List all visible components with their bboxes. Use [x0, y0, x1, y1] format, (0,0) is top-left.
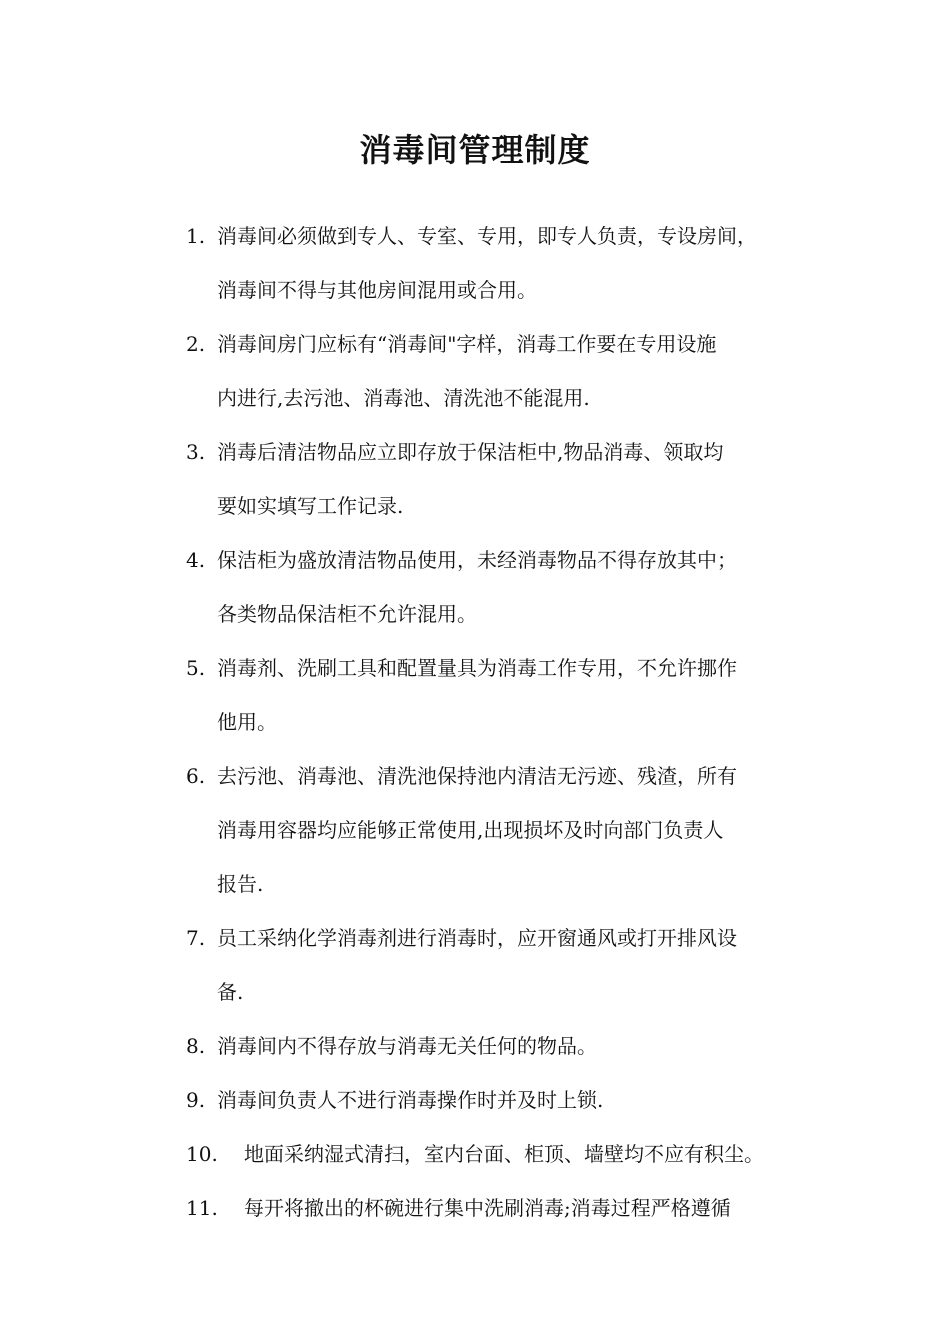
- rule-text-line: 他用。: [217, 710, 277, 734]
- rule-text-line: 消毒用容器均应能够正常使用,出现损坏及时向部门负责人: [217, 818, 724, 842]
- rule-item: [186, 641, 826, 749]
- rule-number: 8.: [186, 1034, 206, 1058]
- rules-list: [186, 209, 826, 1235]
- rule-item: [186, 1073, 826, 1127]
- rule-item: [186, 1181, 826, 1235]
- rule-number: 10.: [186, 1142, 218, 1166]
- rule-item: [186, 317, 826, 425]
- rule-text-line: 消毒后清洁物品应立即存放于保洁柜中,物品消毒、领取均: [217, 440, 724, 464]
- rule-text-line: 消毒间不得与其他房间混用或合用。: [217, 278, 537, 302]
- rule-item: [186, 425, 826, 533]
- rule-text-line: 报告.: [217, 872, 264, 896]
- rule-number: 2.: [186, 332, 206, 356]
- rule-text-line: 消毒间负责人不进行消毒操作时并及时上锁.: [217, 1088, 604, 1112]
- rule-item: [186, 533, 826, 641]
- rule-number: 4.: [186, 548, 206, 572]
- rule-text-line: 地面采纳湿式清扫，室内台面、柜顶、墙壁均不应有积尘。: [244, 1142, 764, 1166]
- rule-item: [186, 1019, 826, 1073]
- rule-text-line: 员工采纳化学消毒剂进行消毒时，应开窗通风或打开排风设: [217, 926, 737, 950]
- rule-number: 6.: [186, 764, 206, 788]
- rule-text-line: 要如实填写工作记录.: [217, 494, 404, 518]
- rule-text-line: 备.: [217, 980, 244, 1004]
- rule-number: 1.: [186, 224, 206, 248]
- rule-number: 5.: [186, 656, 206, 680]
- rule-text-line: 每开将撤出的杯碗进行集中洗刷消毒;消毒过程严格遵循: [244, 1196, 731, 1220]
- document-title: 消毒间管理制度: [359, 131, 591, 169]
- rule-item: [186, 749, 826, 911]
- rule-text-line: 消毒间房门应标有“消毒间"字样，消毒工作要在专用设施: [217, 332, 717, 356]
- rule-number: 3.: [186, 440, 206, 464]
- rule-number: 9.: [186, 1088, 206, 1112]
- rule-item: [186, 1127, 826, 1181]
- rule-item: [186, 911, 826, 1019]
- rule-text-line: 消毒间必须做到专人、专室、专用，即专人负责，专设房间，: [217, 224, 757, 248]
- rule-text-line: 保洁柜为盛放清洁物品使用，未经消毒物品不得存放其中；: [217, 548, 737, 572]
- rule-text-line: 消毒剂、洗刷工具和配置量具为消毒工作专用，不允许挪作: [217, 656, 737, 680]
- rule-text-line: 内进行,去污池、消毒池、清洗池不能混用.: [217, 386, 590, 410]
- rule-text-line: 各类物品保洁柜不允许混用。: [217, 602, 477, 626]
- rule-number: 11.: [186, 1196, 218, 1220]
- rule-number: 7.: [186, 926, 206, 950]
- rule-text-line: 去污池、消毒池、清洗池保持池内清洁无污迹、残渣，所有: [217, 764, 737, 788]
- rule-item: [186, 209, 826, 317]
- rule-text-line: 消毒间内不得存放与消毒无关任何的物品。: [217, 1034, 597, 1058]
